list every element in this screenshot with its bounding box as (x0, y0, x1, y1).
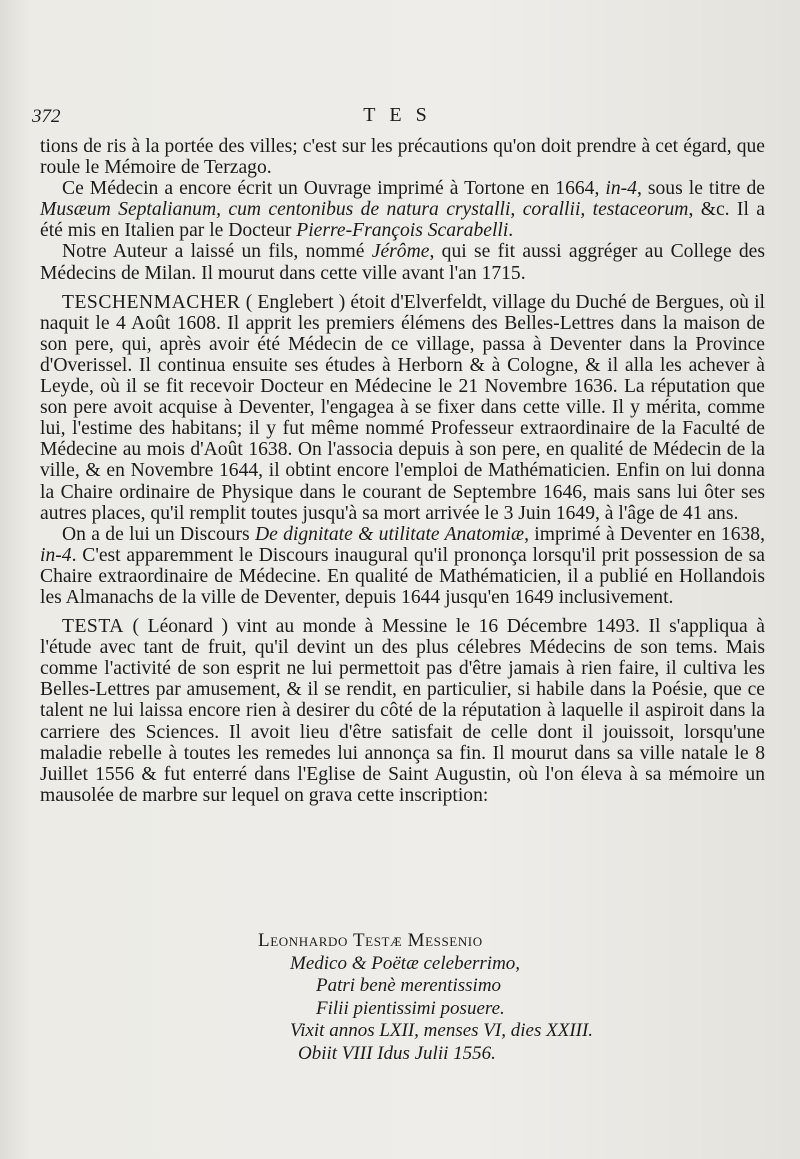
page-header (32, 104, 772, 134)
inscription-line: Obiit VIII Idus Julii 1556. (298, 1042, 496, 1064)
inscription-line: Medico & Poëtæ celeberrimo, (290, 952, 521, 974)
paragraph-terzago-end: tions de ris à la portée des villes; c'est sur les précautions qu'on doit prendre à cet égard, que roule le Mémoire de Terzago. (40, 136, 765, 179)
inscription (200, 930, 700, 1065)
entry-teschenmacher: TESCHENMACHER ( Englebert ) étoit d'Elverfeldt, village du Duché de Bergues, où il naquit le 4 Août 1608. Il apprit les premiers élémens des Belles-Lettres dans la maison de son pere, qui, après avoir été Médecin de ce village, passa à Deventer dans la Province d'Overissel. Il continua ensuite ses études à Herborn & à Cologne, & il alla les achever à Leyde, où il se fit recevoir Docteur en Médecine le 21 Novembre 1636. La réputation que son pere avoit acquise à Deventer, l'engagea à se fixer dans cette ville. Il y mérita, comme lui, l'estime des habitans; il y fut même nommé Professeur extraordinaire de la Faculté de Médecine au mois d'Août 1638. On l'associa depuis à son pere, en qualité de Médecin de la ville, & en Novembre 1644, il obtint encore l'emploi de Mathématicien. Enfin on lui donna la Chaire ordinaire de Physique dans le courant de Septembre 1646, mais sans lui ôter ses autres places, qu'il remplit toutes jusqu'à sa mort arrivée le 3 Juin 1649, à l'âge de 41 ans. (40, 291, 765, 524)
entry-headword: TESTA (62, 616, 124, 638)
inscription-line: Filii pientissimi posuere. (316, 997, 505, 1019)
running-head: TES (363, 104, 441, 126)
paragraph-musaeum: Ce Médecin a encore écrit un Ouvrage imprimé à Tortone en 1664, in-4, sous le titre de Musæum Septalianum, cum centonibus de natura crystalli, corallii, testaceorum, &c. Il a été mis en Italien par le Docteur Pierre-François Scarabelli. (40, 178, 765, 242)
inscription-line: Vixit annos LXII, menses VI, dies XXIII. (290, 1020, 594, 1041)
body-text (40, 136, 765, 806)
paragraph-jerome: Notre Auteur a laissé un fils, nommé Jérôme, qui se fit aussi aggréger au College des Médecins de Milan. Il mourut dans cette ville avant l'an 1715. (40, 241, 765, 284)
inscription-line: Leonhardo Testæ Messenio (258, 930, 483, 951)
entry-testa: TESTA ( Léonard ) vint au monde à Messine le 16 Décembre 1493. Il s'appliqua à l'étude avec tant de fruit, qu'il devint un des plus célebres Médecins de son tems. Mais comme l'activité de son esprit ne lui permettoit pas d'être jamais à rien faire, il cultiva les Belles-Lettres par amusement, & il se rendit, en particulier, si habile dans la Poésie, que ce talent ne lui laissa encore rien à desirer du côté de la réputation à laquelle il aspiroit dans la carriere des Sciences. Il avoit lieu d'être satisfait de celle dont il jouissoit, lorsqu'une maladie rebelle à toutes les remedes lui annonça sa fin. Il mourut dans sa ville natale le 8 Juillet 1556 & fut enterré dans l'Eglise de Saint Augustin, où l'on éleva à sa mémoire un mausolée de marbre sur lequel on grava cette inscription: (40, 616, 765, 806)
paragraph-discours: On a de lui un Discours De dignitate & utilitate Anatomiæ, imprimé à Deventer en 1638, in-4. C'est apparemment le Discours inaugural qu'il prononça lorsqu'il prit possession de sa Chaire extraordinaire de Médecine. En qualité de Mathématicien, il a publié en Hollandois les Almanachs de la ville de Deventer, depuis 1644 jusqu'en 1649 inclusivement. (40, 523, 766, 608)
page-number: 372 (32, 106, 61, 127)
inscription-line: Patri benè merentissimo (316, 975, 502, 996)
entry-headword: TESCHENMACHER (62, 291, 241, 313)
